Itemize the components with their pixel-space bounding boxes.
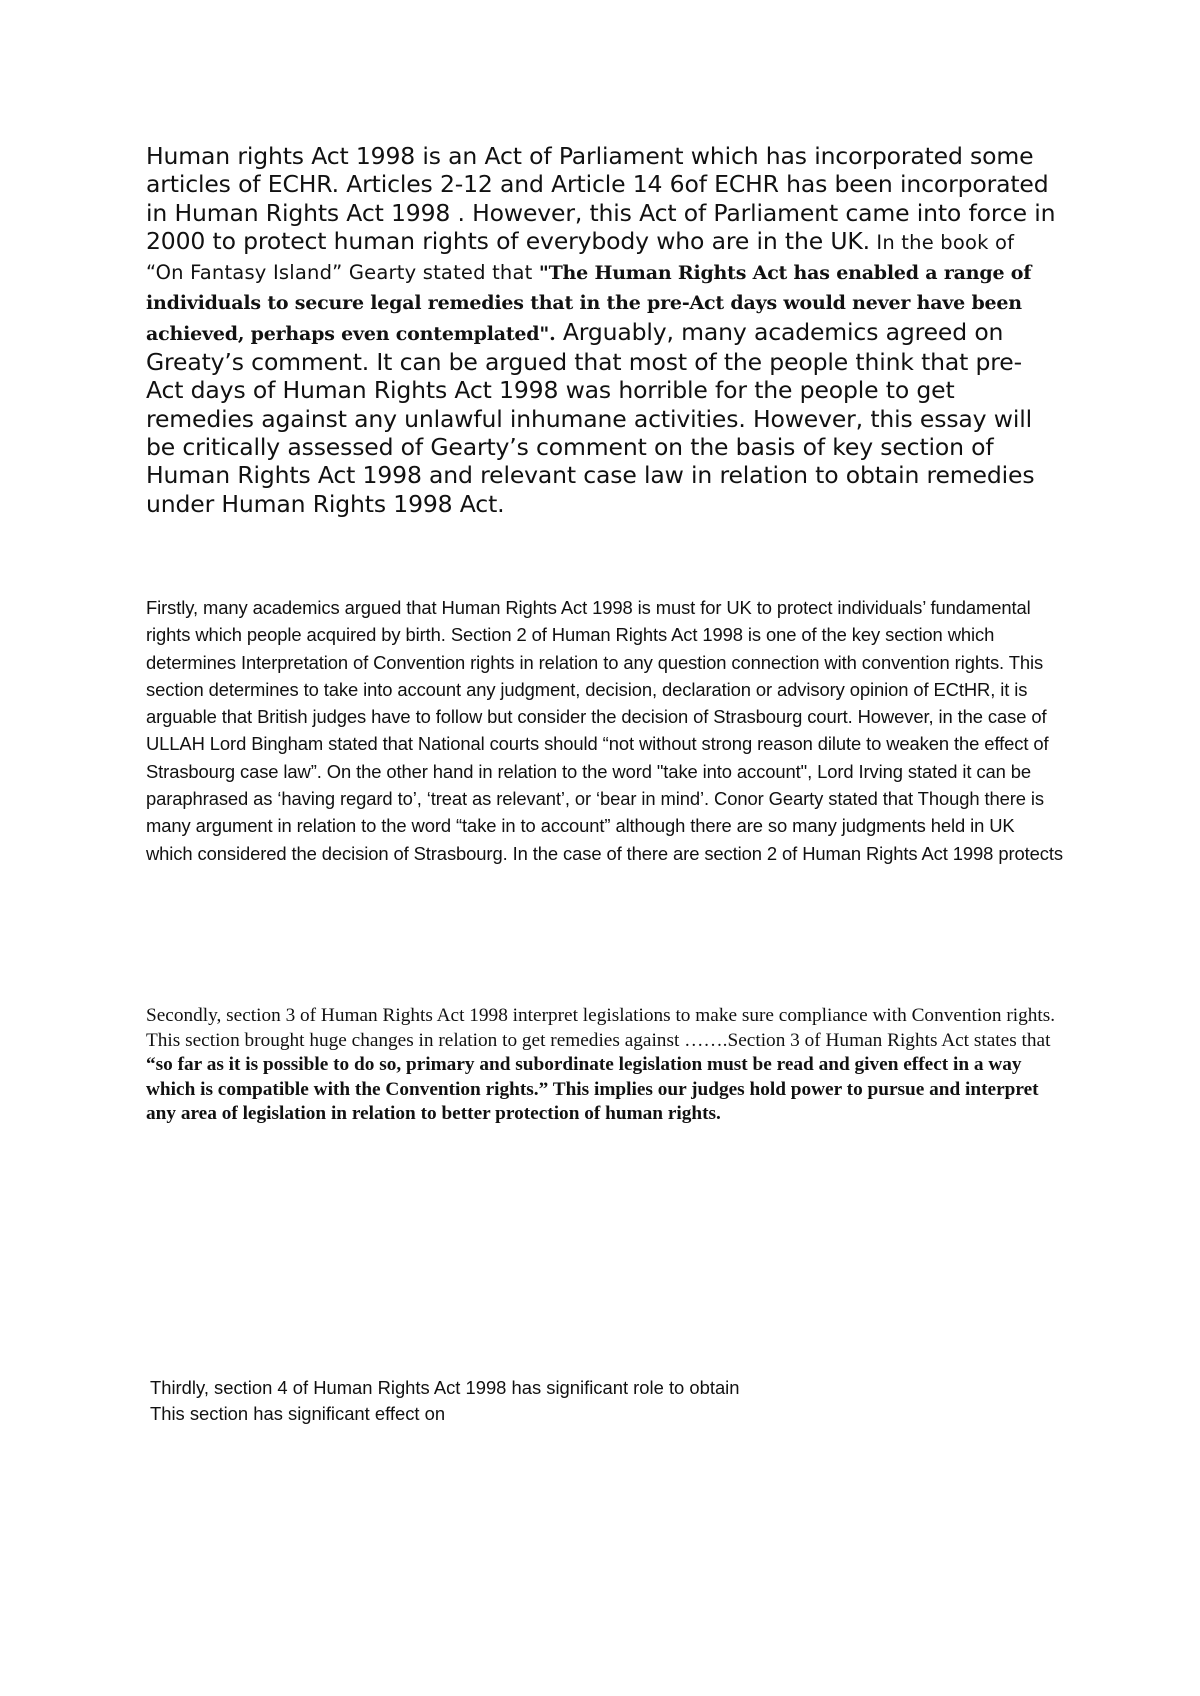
paragraph-section-4 bbox=[150, 1375, 1050, 1427]
section-4-line-2: This section has significant effect on bbox=[150, 1403, 446, 1424]
intro-text: Human rights Act 1998 is an Act of Parliament which has incorporated some articles of ECHR. Articles 2-12 and Article 14 6of ECHR has been incorporated in Human Rights Act 1998 . However, this Act of Parliament came into force in 2000 to protect human rights of everybody who are in the UK. bbox=[146, 142, 1056, 255]
section-3-intro: Secondly, section 3 of Human Rights Act 1998 interpret legislations to make sure compliance with Convention rights. This section brought huge changes in relation to get remedies against …….Section 3 of Human Rights Act states that bbox=[146, 1005, 1056, 1051]
paragraph-section-3 bbox=[146, 1004, 1056, 1127]
paragraph-section-2 bbox=[146, 594, 1066, 867]
book-reference-text: In the book of “On Fantasy Island” Gearty stated that bbox=[146, 230, 1015, 285]
intro-continuation: Arguably, many academics agreed on Greaty’s comment. It can be argued that most of the people think that pre-Act days of Human Rights Act 1998 was horrible for the people to get remedies against any unlawful inhumane activities. However, this essay will be critically assessed of Gearty’s comment on the basis of key section of Human Rights Act 1998 and relevant case law in relation to obtain remedies under Human Rights 1998 Act. bbox=[146, 317, 1035, 518]
paragraph-intro bbox=[146, 142, 1056, 518]
gearty-quote: "The Human Rights Act has enabled a range of individuals to secure legal remedies that in the pre-Act days would never have been achieved, perhaps even contemplated". bbox=[146, 262, 1032, 345]
section-3-quote-bold: “so far as it is possible to do so, primary and subordinate legislation must be read and given effect in a way which is compatible with the Convention rights.” This implies our judges hold power to pursue and interpret any area of legislation in relation to better protection of human rights. bbox=[146, 1054, 1039, 1125]
section-2-text: Firstly, many academics argued that Human Rights Act 1998 is must for UK to protect individuals’ fundamental rights which people acquired by birth. Section 2 of Human Rights Act 1998 is one of the key section which determines Interpretation of Convention rights in relation to any question connection with convention rights. This section determines to take into account any judgment, decision, declaration or advisory opinion of ECtHR, it is arguable that British judges have to follow but consider the decision of Strasbourg court. However, in the case of ULLAH Lord Bingham stated that National courts should “not without strong reason dilute to weaken the effect of Strasbourg case law”. On the other hand in relation to the word "take into account", Lord Irving stated it can be paraphrased as ‘having regard to’, ‘treat as relevant’, or ‘bear in mind’. Conor Gearty stated that Though there is many argument in relation to the word “take in to account” although there are so many judgments held in UK which considered the decision of Strasbourg. In the case of there are section 2 of Human Rights Act 1998 protects bbox=[146, 597, 1063, 864]
section-4-line-1: Thirdly, section 4 of Human Rights Act 1998 has significant role to obtain bbox=[150, 1377, 740, 1398]
